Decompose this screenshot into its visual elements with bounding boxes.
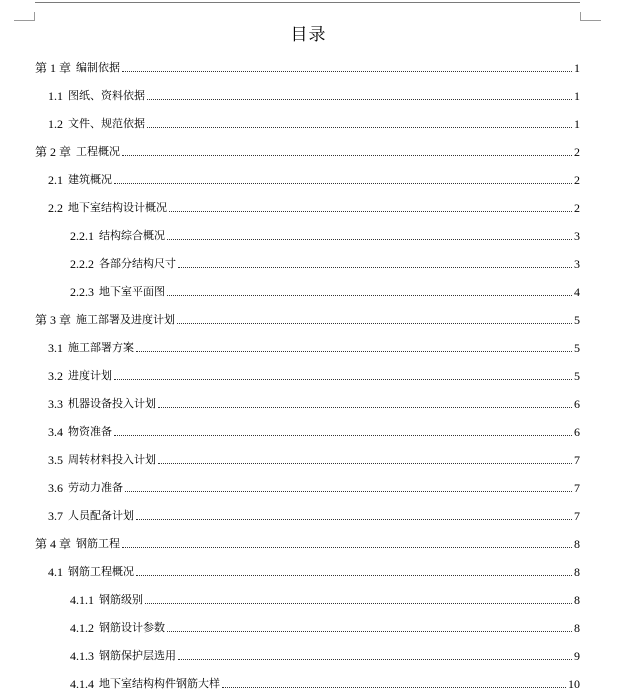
toc-entry-label: 人员配备计划 bbox=[68, 509, 134, 522]
toc-dot-leader bbox=[178, 267, 572, 268]
toc-entry-number: 3.7 bbox=[48, 509, 63, 523]
toc-dot-leader bbox=[167, 295, 572, 296]
toc-entry-number: 2.2.1 bbox=[70, 229, 94, 243]
toc-entry[interactable] bbox=[70, 643, 580, 663]
toc-entry-label: 建筑概况 bbox=[68, 173, 112, 186]
toc-entry[interactable] bbox=[48, 503, 580, 523]
toc-entry-page-number: 8 bbox=[574, 621, 580, 635]
toc-dot-leader bbox=[167, 631, 572, 632]
toc-entry[interactable] bbox=[48, 419, 580, 439]
toc-entry-page-number: 6 bbox=[574, 425, 580, 439]
toc-entry-number: 3.1 bbox=[48, 341, 63, 355]
toc-entry-label: 钢筋保护层选用 bbox=[99, 649, 176, 662]
toc-entry-page-number: 5 bbox=[574, 313, 580, 327]
toc-entry-number: 2.1 bbox=[48, 173, 63, 187]
toc-entry[interactable] bbox=[48, 195, 580, 215]
toc-entry-label: 机器设备投入计划 bbox=[68, 397, 156, 410]
toc-dot-leader bbox=[222, 687, 566, 688]
toc-title: 目录 bbox=[290, 25, 327, 45]
toc-entry-page-number: 2 bbox=[574, 201, 580, 215]
toc-dot-leader bbox=[147, 127, 572, 128]
toc-entry-number: 4.1.4 bbox=[70, 677, 94, 691]
toc-entry[interactable] bbox=[70, 615, 580, 635]
toc-entry-number: 3.2 bbox=[48, 369, 63, 383]
toc-entry-number: 3.3 bbox=[48, 397, 63, 411]
toc-entry-number: 1.1 bbox=[48, 89, 63, 103]
toc-entry-page-number: 7 bbox=[574, 509, 580, 523]
toc-entry-number: 2.2.3 bbox=[70, 285, 94, 299]
toc-dot-leader bbox=[114, 183, 572, 184]
toc-dot-leader bbox=[145, 603, 572, 604]
toc-entry-page-number: 3 bbox=[574, 229, 580, 243]
toc-entry[interactable] bbox=[35, 531, 580, 551]
toc-dot-leader bbox=[122, 547, 572, 548]
toc-entry-page-number: 9 bbox=[574, 649, 580, 663]
toc-entry-number: 2.2 bbox=[48, 201, 63, 215]
toc-dot-leader bbox=[178, 659, 572, 660]
toc-entry-number: 3.4 bbox=[48, 425, 63, 439]
toc-entry[interactable] bbox=[35, 55, 580, 75]
toc-entry-page-number: 2 bbox=[574, 173, 580, 187]
toc-entry-label: 编制依据 bbox=[76, 61, 121, 74]
toc-dot-leader bbox=[167, 239, 572, 240]
toc-entry-number: 2.2.2 bbox=[70, 257, 94, 271]
toc-entry[interactable] bbox=[48, 475, 580, 495]
toc-entry-page-number: 1 bbox=[574, 61, 580, 75]
toc-entry-page-number: 10 bbox=[568, 677, 580, 691]
toc-dot-leader bbox=[147, 99, 572, 100]
toc-dot-leader bbox=[122, 71, 572, 72]
toc-entry-page-number: 7 bbox=[574, 453, 580, 467]
toc-entry-label: 施工部署方案 bbox=[68, 341, 134, 354]
toc-entry-number: 1.2 bbox=[48, 117, 63, 131]
toc-entry-label: 地下室结构设计概况 bbox=[68, 201, 167, 214]
toc-entry-label: 钢筋级别 bbox=[99, 593, 143, 606]
toc-entry[interactable] bbox=[70, 223, 580, 243]
toc-entry-label: 地下室结构构件钢筋大样 bbox=[99, 677, 220, 690]
toc-entry-page-number: 8 bbox=[574, 537, 580, 551]
toc-entry[interactable] bbox=[48, 83, 580, 103]
toc-entry-label: 图纸、资料依据 bbox=[68, 89, 145, 102]
toc-entry-label: 地下室平面图 bbox=[99, 285, 165, 298]
toc-entry-number: 4.1 bbox=[48, 565, 63, 579]
toc-entry-label: 钢筋工程概况 bbox=[68, 565, 134, 578]
toc-entry[interactable] bbox=[35, 307, 580, 327]
toc-dot-leader bbox=[114, 379, 572, 380]
toc-entry-label: 钢筋工程 bbox=[76, 537, 121, 550]
toc-entry-number: 第 2 章 bbox=[35, 145, 72, 159]
toc-entry[interactable] bbox=[48, 363, 580, 383]
toc-entry-number: 第 1 章 bbox=[35, 61, 72, 75]
toc-entry-label: 物资准备 bbox=[68, 425, 112, 438]
toc-dot-leader bbox=[169, 211, 572, 212]
toc-entry-label: 进度计划 bbox=[68, 369, 112, 382]
toc-entry[interactable] bbox=[70, 671, 580, 691]
toc-entry-number: 3.5 bbox=[48, 453, 63, 467]
toc-entry[interactable] bbox=[70, 279, 580, 299]
toc-entry[interactable] bbox=[48, 559, 580, 579]
toc-entry-number: 4.1.1 bbox=[70, 593, 94, 607]
toc-entry-page-number: 1 bbox=[574, 117, 580, 131]
toc-entry-page-number: 5 bbox=[574, 369, 580, 383]
toc-entry-label: 劳动力准备 bbox=[68, 481, 123, 494]
toc-dot-leader bbox=[136, 575, 572, 576]
toc-entry[interactable] bbox=[48, 447, 580, 467]
toc-entry-number: 4.1.2 bbox=[70, 621, 94, 635]
header-rule bbox=[35, 2, 580, 3]
toc-entry-label: 工程概况 bbox=[76, 145, 121, 158]
toc-entry-page-number: 7 bbox=[574, 481, 580, 495]
toc-dot-leader bbox=[136, 519, 572, 520]
toc-entry-page-number: 8 bbox=[574, 593, 580, 607]
toc-entry-page-number: 2 bbox=[574, 145, 580, 159]
toc-entry[interactable] bbox=[48, 335, 580, 355]
toc-entry-page-number: 5 bbox=[574, 341, 580, 355]
toc-entry-label: 文件、规范依据 bbox=[68, 117, 145, 130]
toc-entry-label: 施工部署及进度计划 bbox=[76, 313, 176, 326]
toc-entry-number: 3.6 bbox=[48, 481, 63, 495]
toc-entry-label: 钢筋设计参数 bbox=[99, 621, 165, 634]
toc-entry[interactable] bbox=[48, 111, 580, 131]
toc-entry-number: 4.1.3 bbox=[70, 649, 94, 663]
toc-dot-leader bbox=[136, 351, 572, 352]
toc-dot-leader bbox=[114, 435, 572, 436]
toc-dot-leader bbox=[158, 463, 572, 464]
toc-dot-leader bbox=[125, 491, 572, 492]
toc-entry[interactable] bbox=[70, 251, 580, 271]
toc-entry-page-number: 6 bbox=[574, 397, 580, 411]
toc-entry-label: 周转材料投入计划 bbox=[68, 453, 156, 466]
toc-entry[interactable] bbox=[48, 167, 580, 187]
toc-entry-label: 各部分结构尺寸 bbox=[99, 257, 176, 270]
toc-entry-label: 结构综合概况 bbox=[99, 229, 165, 242]
toc-entry-number: 第 3 章 bbox=[35, 313, 72, 327]
toc-entry-page-number: 1 bbox=[574, 89, 580, 103]
toc-dot-leader bbox=[177, 323, 572, 324]
toc-dot-leader bbox=[122, 155, 572, 156]
toc-entry-page-number: 3 bbox=[574, 257, 580, 271]
toc-entry[interactable] bbox=[35, 139, 580, 159]
toc-entry-page-number: 4 bbox=[574, 285, 580, 299]
toc-entry-page-number: 8 bbox=[574, 565, 580, 579]
toc-entry[interactable] bbox=[70, 587, 580, 607]
toc-entry-number: 第 4 章 bbox=[35, 537, 72, 551]
toc-dot-leader bbox=[158, 407, 572, 408]
toc-entry[interactable] bbox=[48, 391, 580, 411]
